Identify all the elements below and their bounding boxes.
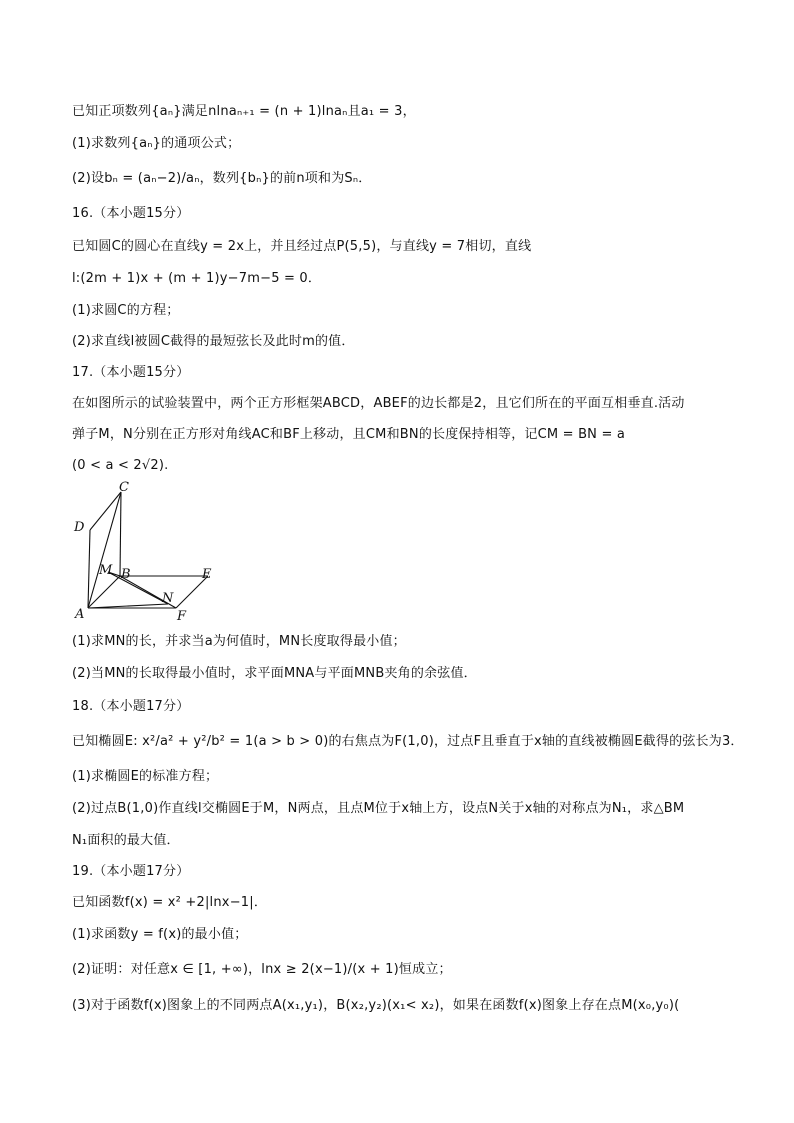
text-line: N₁面积的最大值． — [72, 833, 180, 848]
edge-DA — [88, 530, 90, 608]
label-C: C — [119, 480, 129, 495]
geometry-figure — [68, 480, 218, 626]
text-line: 已知正项数列{aₙ}满足nlnaₙ₊₁ = (n + 1)lnaₙ且a₁ = 3， — [72, 104, 416, 119]
label-D: D — [74, 520, 85, 535]
text-line: (0 < a < 2√2). — [72, 458, 169, 473]
label-F: F — [177, 609, 187, 624]
text-line: (1)求圆C的方程； — [72, 303, 180, 318]
text-line: (2)过点B(1,0)作直线l交椭圆E于M，N两点，且点M位于x轴上方，设点N关于x轴的对称点为N₁，求△BM — [72, 801, 685, 816]
text-line: (2)设bₙ = (aₙ−2)/aₙ，数列{bₙ}的前n项和为Sₙ． — [72, 171, 372, 186]
text-line: 弹子M，N分别在正方形对角线AC和BF上移动，且CM和BN的长度保持相等，记CM = BN = a — [72, 427, 626, 442]
label-B: B — [121, 567, 131, 582]
text-line: 已知椭圆E: x²/a² + y²/b² = 1(a > b > 0)的右焦点为F(1,0)，过点F且垂直于x轴的直线被椭圆E截得的弦长为3． — [72, 734, 744, 749]
section-heading: 16.（本小题15分） — [72, 206, 190, 221]
text-line: 已知圆C的圆心在直线y = 2x上，并且经过点P(5,5)，与直线y = 7相切，直线 — [72, 239, 532, 254]
text-line: (1)求函数y = f(x)的最小值； — [72, 927, 248, 942]
text-line: (2)证明：对任意x ∈ [1, +∞)，lnx ≥ 2(x−1)/(x + 1)恒成立； — [72, 962, 452, 977]
text-line: (2)当MN的长取得最小值时，求平面MNA与平面MNB夹角的余弦值． — [72, 666, 477, 681]
section-heading: 18.（本小题17分） — [72, 699, 190, 714]
text-line: (1)求椭圆E的标准方程； — [72, 769, 219, 784]
label-M: M — [99, 563, 113, 578]
text-line: (3)对于函数f(x)图象上的不同两点A(x₁,y₁)，B(x₂,y₂)(x₁< x₂)，如果在函数f(x)图象上存在点M(x₀,y₀)( — [72, 998, 680, 1013]
text-line: 在如图所示的试验装置中，两个正方形框架ABCD，ABEF的边长都是2，且它们所在的平面互相垂直.活动 — [72, 396, 685, 411]
text-line: (2)求直线l被圆C截得的最短弦长及此时m的值． — [72, 334, 355, 349]
text-line: (1)求MN的长，并求当a为何值时，MN长度取得最小值； — [72, 634, 406, 649]
section-heading: 17.（本小题15分） — [72, 365, 190, 380]
edge-DC — [90, 492, 121, 530]
text-line: l:(2m + 1)x + (m + 1)y−7m−5 = 0． — [72, 271, 322, 286]
segment-AN — [88, 604, 168, 608]
text-line: 已知函数f(x) = x² +2|lnx−1|． — [72, 895, 268, 910]
segment-MN — [108, 572, 168, 604]
label-E: E — [202, 567, 212, 582]
edge-CB — [120, 492, 121, 576]
text-line: (1)求数列{aₙ}的通项公式； — [72, 136, 241, 151]
label-N: N — [162, 591, 174, 606]
edge-AC — [88, 492, 121, 608]
section-heading: 19.（本小题17分） — [72, 864, 190, 879]
label-A: A — [75, 607, 85, 622]
